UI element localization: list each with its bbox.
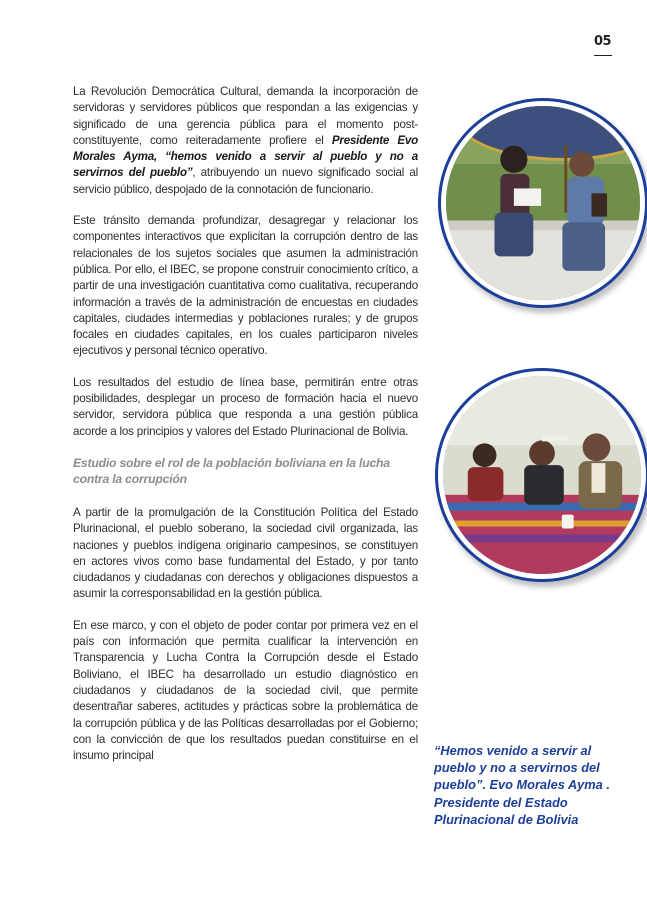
- paragraph-3: Los resultados del estudio de línea base, permitirán entre otras posibilidades, desplegar un proceso de formación hacia el nuevo servidor, servidora pública que responda a una gestión pública acorde a los principios y valores del Estado Plurinacional de Bolivia.: [73, 375, 418, 438]
- paragraph-2: Este tránsito demanda profundizar, desagregar y relacionar los componentes interactivos que explicitan la corrupción dentro de las relacionales de los sujetos sociales que asumen la administración pública. Por ello, el IBEC, se propone construir conocimiento crítico, a partir de una investigación cuantitativa como cualitativa, recuperando información a través de la administración de encuestas en ciudades capitales, ciudades intermedias y poblaciones rurales; y de grupos focales en ciudades capitales, en los cuales participaron niveles ejecutivos y personal técnico operativo.: [73, 214, 418, 358]
- page-number: 05: [594, 34, 612, 49]
- photo-interview-umbrella: [446, 106, 640, 300]
- main-text-column: [73, 84, 418, 779]
- section-heading: Estudio sobre el rol de la población boliviana en la lucha contra la corrupción: [73, 455, 390, 486]
- paragraph-5: En ese marco, y con el objeto de poder contar por primera vez en el país con información que permita cualificar la intervención en Transparencia y Lucha Contra la Corrupción desde el Estado Boliviano, el IBEC ha desarrollado un estudio diagnóstico en ciudadanos y ciudadanos de la sociedad civil, que permite desentrañar saberes, actitudes y prácticas sobre la problemática de la corrupción pública y de las Políticas desarrolladas por el Gobierno; con la convicción de que los resultados puedan constituirse en el insumo principal: [73, 618, 418, 763]
- presidential-quote: Presidente Evo Morales Ayma, “hemos venido a servir al pueblo y no a servirnos del pueblo”: [73, 133, 418, 180]
- paragraph-4: A partir de la promulgación de la Constitución Política del Estado Plurinacional, el pueblo soberano, la sociedad civil organizada, las naciones y pueblos indígena originario campesinos, se constituyen en actores vivos como base fundamental del Estado, y por tanto ciudadanos y ciudadanas con derechos y obligaciones dispuestos a asumir la corresponsabilidad en la gestión pública.: [73, 505, 418, 601]
- paragraph-1-text-a: La Revolución Democrática Cultural, demanda la incorporación de servidoras y servidores públicos que respondan a las exigencias y significado de una gerencia pública para el momento post-constituyente, como reiteradamente profiere el: [73, 85, 418, 147]
- paragraph-1: [73, 84, 418, 198]
- photo-meeting-table: [443, 376, 641, 574]
- page-number-rule: [594, 55, 612, 56]
- paragraph-1-text-b: , atribuyendo un nuevo significado social al servicio público, despojado de la connotación de funcionario.: [73, 166, 418, 196]
- photo-caption-quote: “Hemos venido a servir al pueblo y no a servirnos del pueblo”. Evo Morales Ayma . Presidente del Estado Plurinacional de Bolivia: [434, 743, 610, 827]
